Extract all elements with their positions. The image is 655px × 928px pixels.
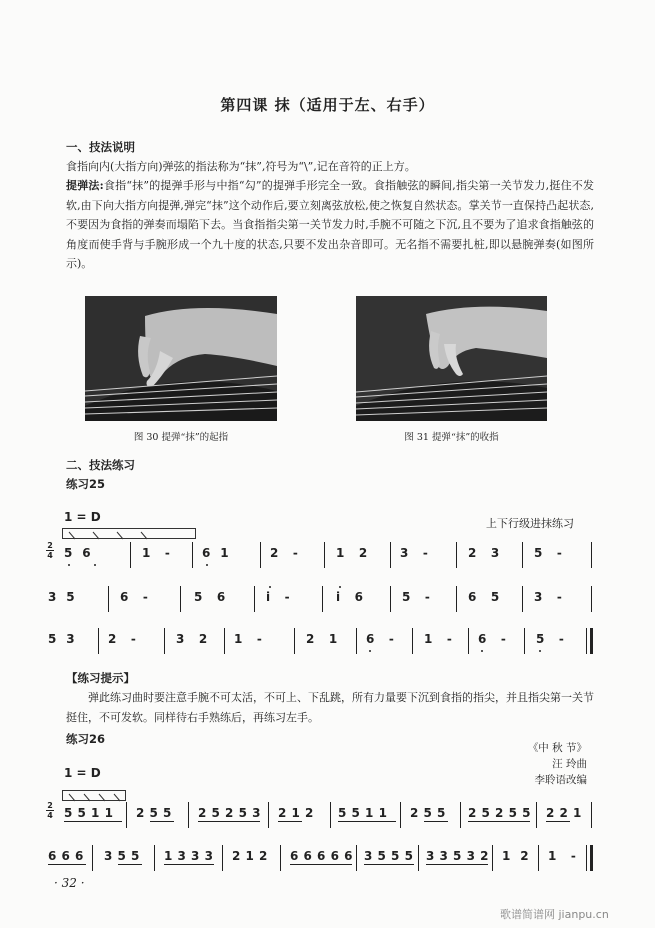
lift-technique-paragraph — [66, 176, 594, 274]
measure: 1 - — [548, 849, 577, 863]
time-top: 2 — [47, 541, 53, 550]
tips-text: 弹此练习曲时要注意手腕不可太活，不可上、下乱跳，所有力量要下沉到食指的指尖，并且指尖第一关节挺住，不可发软。同样待右手熟练后，再练习左手。 — [66, 691, 594, 724]
measure: 5 - — [402, 590, 431, 604]
measure: 2 1 2 — [278, 806, 314, 820]
tips-heading: 【练习提示】 — [66, 671, 135, 685]
measure: 5 6 — [194, 590, 226, 604]
measure: 3 - — [400, 546, 429, 560]
measure: 6 - — [478, 632, 507, 646]
time-top: 2 — [47, 801, 53, 810]
measure: 1 - — [424, 632, 453, 646]
measure: 2 1 — [306, 632, 338, 646]
arranger: 李聆语改编 — [534, 774, 587, 786]
measure: 2 5 5 — [136, 806, 172, 820]
measure: 2 3 — [468, 546, 500, 560]
section-heading-technique: 一、技法说明 — [66, 140, 135, 154]
time-signature — [46, 801, 54, 820]
measure: 1 2 — [502, 849, 530, 863]
measure: 3 2 — [176, 632, 208, 646]
measure: 2 1 2 — [232, 849, 268, 863]
exercise-26-line-2 — [46, 843, 596, 871]
composer: 汪 玲曲 — [552, 758, 587, 770]
measure: 2 5 2 5 3 — [198, 806, 261, 820]
page-number: · 32 · — [54, 876, 85, 890]
measure: 3 5 5 — [104, 849, 140, 863]
measure: 2 5 2 5 5 — [468, 806, 531, 820]
measure: 1 3 3 3 — [164, 849, 214, 863]
measure: 5 3 — [48, 632, 76, 646]
measure: 2 2 1 — [546, 806, 582, 820]
time-bottom: 4 — [47, 551, 53, 560]
measure: 2 - — [270, 546, 299, 560]
measure: 5 5 1 1 — [338, 806, 388, 820]
exercise-25-key: 1 = D — [64, 510, 101, 524]
figure-31-caption: 图 31 提弹“抹”的收指 — [404, 432, 499, 443]
measure: 2 - — [108, 632, 137, 646]
measure: i 6 — [336, 590, 364, 604]
exercise-25-label: 练习25 — [66, 477, 106, 491]
exercise-26-line-1 — [46, 800, 596, 828]
measure: 5 - — [534, 546, 563, 560]
measure: 3 - — [534, 590, 563, 604]
section-heading-practice: 二、技法练习 — [66, 458, 135, 472]
hand-start-image — [85, 296, 277, 421]
measure: 6 - — [120, 590, 149, 604]
measure: 3 5 — [48, 590, 76, 604]
figure-30-photo — [85, 296, 277, 421]
song-attribution — [430, 740, 587, 788]
measure: 5 5 1 1 — [64, 806, 114, 820]
mo-stroke-marks — [62, 790, 126, 801]
measure: 5 6 — [64, 546, 92, 560]
mo-stroke-icon — [63, 793, 125, 802]
lift-technique-text: 食指“抹”的提弹手形与中指“勾”的提弹手形完全一致。食指触弦的瞬间,指尖第一关节发力,挺住不发软,由下向大指方向提弹,弹完“抹”这个动作后,要立刻离弦放松,使之恢复自然状态。掌关节一直保持凸起状态,不要因为食指的弹奏而塌陷下去。当食指指尖第一关节发力时,手腕不可随之下沉,且不要为了追求食指触弦的角度而使手背与手腕形成一个九十度的状态,只要不发出杂音即可。无名指不需要扎桩,即以悬腕弹奏(如图所示)。 — [66, 179, 594, 270]
measure: 1 - — [142, 546, 171, 560]
watermark: 歌谱简谱网 jianpu.cn — [500, 908, 609, 921]
measure: 3 3 5 3 2 — [426, 849, 489, 863]
measure: 1 - — [234, 632, 263, 646]
measure: 6 - — [366, 632, 395, 646]
mo-stroke-marks — [62, 528, 196, 539]
exercise-25-subtitle: 上下行级进抹练习 — [486, 517, 574, 530]
exercise-25-line-2 — [46, 584, 596, 612]
measure: 6 6 6 6 6 — [290, 849, 353, 863]
exercise-25-line-3 — [46, 626, 596, 654]
measure: 6 6 6 — [48, 849, 84, 863]
measure: 3 5 5 5 — [364, 849, 414, 863]
exercise-25-line-1 — [46, 540, 596, 568]
exercise-26-key: 1 = D — [64, 766, 101, 780]
measure: 2 5 5 — [410, 806, 446, 820]
hand-finish-image — [356, 296, 547, 421]
figure-30-caption: 图 30 提弹“抹”的起指 — [133, 432, 229, 443]
measure: 5 - — [536, 632, 565, 646]
measure: 1 2 — [336, 546, 368, 560]
exercise-26-label: 练习26 — [66, 732, 106, 746]
technique-intro-paragraph: 食指向内(大指方向)弹弦的指法称为“抹”,符号为“\”,记在音符的正上方。 — [66, 160, 416, 173]
lesson-title: 第四课 抹（适用于左、右手） — [220, 96, 435, 114]
mo-stroke-icon — [63, 531, 195, 540]
song-title: 《中 秋 节》 — [527, 742, 587, 754]
time-bottom: 4 — [47, 811, 53, 820]
measure: 6 5 — [468, 590, 500, 604]
measure: 6 1 — [202, 546, 230, 560]
measure: i - — [266, 590, 291, 604]
figure-31-photo — [356, 296, 547, 421]
time-signature — [46, 541, 54, 560]
lift-technique-label: 提弹法: — [66, 179, 104, 192]
